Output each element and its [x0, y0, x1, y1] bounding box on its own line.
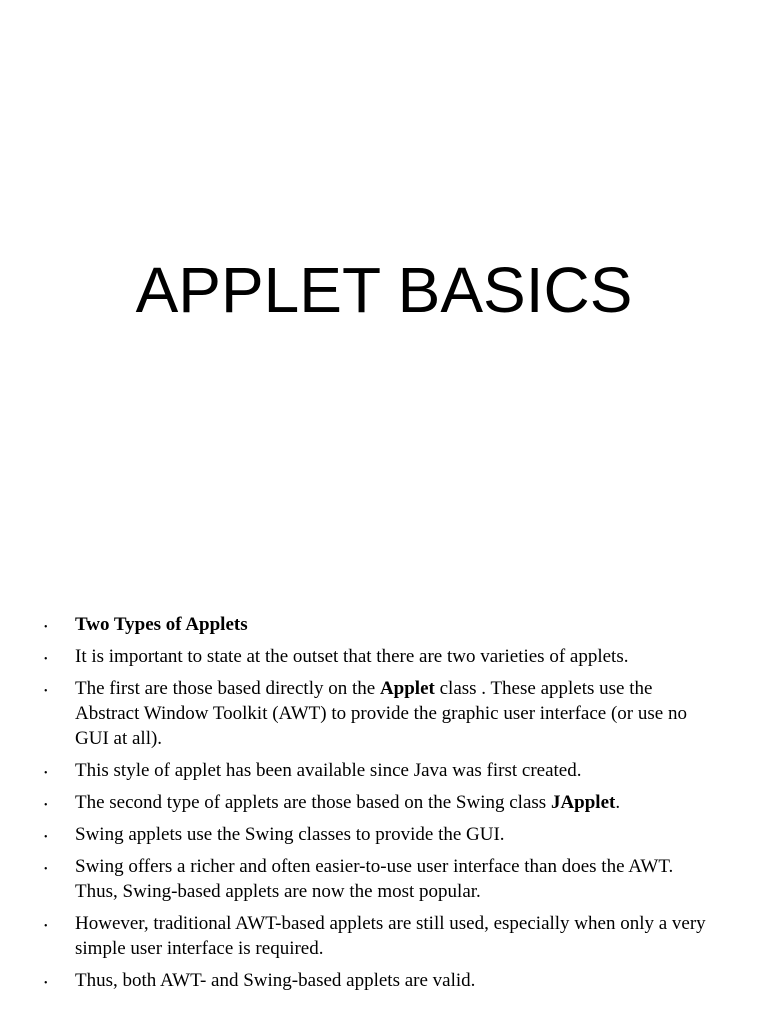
- text-segment: However, traditional AWT-based applets are still used, especially when only a very simple user interface is required.: [75, 913, 706, 959]
- text-segment: The second type of applets are those based on the Swing class: [75, 792, 551, 813]
- text-segment: .: [615, 792, 621, 813]
- text-segment: Swing offers a richer and often easier-to-use user interface than does the AWT. Thus, Swing-based applets are now the most popular.: [75, 856, 674, 902]
- bullet-item: [0, 822, 768, 847]
- bullet-item: [0, 968, 768, 993]
- bold-term: Two Types of Applets: [75, 614, 248, 635]
- text-segment: class . These applets use the Abstract Window Toolkit (AWT) to provide the graphic user interface (or use no GUI at all).: [75, 678, 687, 749]
- bullet-marker: •: [44, 864, 48, 875]
- bullet-text: [75, 913, 706, 959]
- bullet-marker: •: [44, 622, 48, 633]
- bullet-item: [0, 854, 768, 904]
- bold-term: Applet: [379, 678, 435, 699]
- bullet-marker: •: [44, 800, 48, 811]
- bullet-text: [75, 614, 248, 635]
- text-segment: Swing applets use the Swing classes to provide the GUI.: [75, 824, 505, 845]
- bullet-marker: •: [44, 921, 48, 932]
- bullet-list: [0, 612, 768, 1000]
- bullet-marker: •: [44, 654, 48, 665]
- bullet-marker: •: [44, 832, 48, 843]
- bullet-text: [75, 824, 505, 845]
- bullet-marker: •: [44, 768, 48, 779]
- bold-term: JApplet: [550, 792, 616, 813]
- bullet-marker: •: [44, 686, 48, 697]
- page-title: APPLET BASICS: [135, 254, 633, 326]
- bullet-text: [75, 792, 620, 813]
- bullet-item: [0, 612, 768, 637]
- text-segment: It is important to state at the outset that there are two varieties of applets.: [75, 646, 629, 667]
- text-segment: The first are those based directly on the: [75, 678, 380, 699]
- bullet-item: [0, 758, 768, 783]
- bullet-item: [0, 911, 768, 961]
- bullet-item: [0, 676, 768, 751]
- text-segment: Thus, both AWT- and Swing-based applets are valid.: [75, 970, 476, 991]
- bullet-text: [75, 678, 687, 749]
- text-segment: This style of applet has been available since Java was first created.: [75, 760, 582, 781]
- bullet-text: [75, 646, 628, 667]
- bullet-text: [75, 970, 475, 991]
- bullet-text: [75, 856, 673, 902]
- bullet-item: [0, 644, 768, 669]
- bullet-marker: •: [44, 978, 48, 989]
- bullet-text: [75, 760, 581, 781]
- bullet-item: [0, 790, 768, 815]
